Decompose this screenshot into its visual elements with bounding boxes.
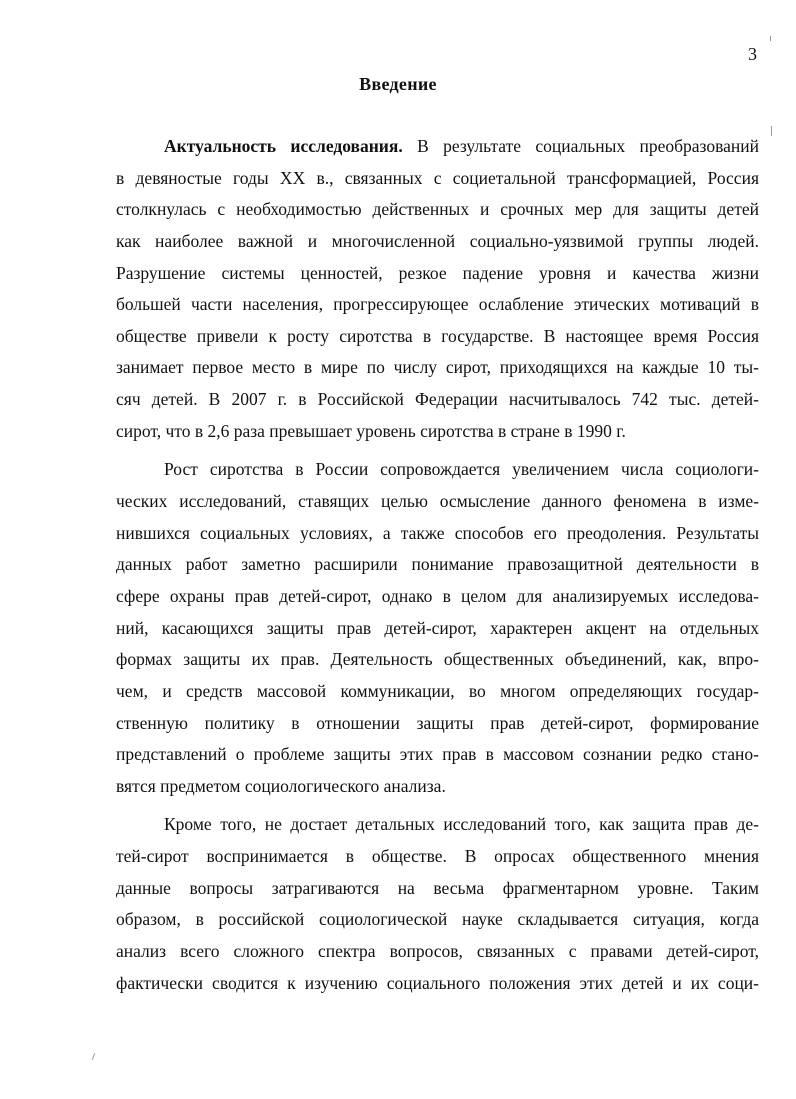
paragraph-line: анализ всего сложного спектра вопросов, связанных с правами детей-сирот, <box>116 941 759 962</box>
scan-mark-right <box>771 126 772 136</box>
paragraph-line: в девяностые годы XX в., связанных с социетальной трансформацией, Россия <box>116 167 759 188</box>
paragraph-line: представлений о проблеме защиты этих прав в массовом сознании редко стано- <box>116 744 759 765</box>
paragraph-line: столкнулась с необходимостью действенных и срочных мер для защиты детей <box>116 199 759 220</box>
paragraph-1-line-1: В результате социальных преобразований <box>402 136 759 156</box>
paragraph-line: обществе привели к росту сиротства в государстве. В настоящее время Россия <box>116 325 759 346</box>
section-title: Введение <box>359 74 437 94</box>
scan-mark-top-right <box>770 36 771 41</box>
scan-mark-bottom-left <box>92 1053 95 1060</box>
paragraph-line: вятся предметом социологического анализа. <box>116 775 446 796</box>
paragraph-line: данные вопросы затрагиваются на весьма фрагментарном уровне. Таким <box>116 877 759 898</box>
page-number: 3 <box>748 44 757 64</box>
paragraph-line: фактически сводится к изучению социального положения этих детей и их соци- <box>116 972 759 993</box>
lead-heading: Актуальность исследования. <box>164 136 403 156</box>
paragraph-line: Кроме того, не достает детальных исследований того, как защита прав де- <box>164 814 759 835</box>
paragraph-line: данных работ заметно расширили понимание правозащитной деятельности в <box>116 554 759 575</box>
paragraph-gap <box>116 447 759 454</box>
paragraph-line: как наиболее важной и многочисленной социально-уязвимой группы людей. <box>116 230 759 251</box>
paragraph-line <box>116 131 759 163</box>
paragraph-line: Разрушение системы ценностей, резкое падение уровня и качества жизни <box>116 262 759 283</box>
paragraph-line: занимает первое место в мире по числу сирот, приходящихся на каждые 10 ты- <box>116 357 759 378</box>
paragraph-line: образом, в российской социологической науке складывается ситуация, когда <box>116 909 759 930</box>
paragraph-gap <box>116 802 759 809</box>
paragraph-line: ственную политику в отношении защиты прав детей-сирот, формирование <box>116 712 759 733</box>
paragraph-line: Рост сиротства в России сопровождается увеличением числа социологи- <box>164 459 759 480</box>
paragraph-line: ческих исследований, ставящих целью осмысление данного феномена в изме- <box>116 491 759 512</box>
paragraph-line: ний, касающихся защиты прав детей-сирот, характерен акцент на отдельных <box>116 617 759 638</box>
body-text <box>116 131 759 999</box>
paragraph-line: сфере охраны прав детей-сирот, однако в целом для анализируемых исследова- <box>116 585 759 606</box>
paragraph-line: нившихся социальных условиях, а также способов его преодоления. Результаты <box>116 522 759 543</box>
paragraph-line: сирот, что в 2,6 раза превышает уровень сиротства в стране в 1990 г. <box>116 420 626 441</box>
paragraph-line: большей части населения, прогрессирующее ослабление этических мотиваций в <box>116 294 759 315</box>
paragraph-line: тей-сирот воспринимается в обществе. В опросах общественного мнения <box>116 846 759 867</box>
paragraph-line: сяч детей. В 2007 г. в Российской Федерации насчитывалось 742 тыс. детей- <box>116 389 759 410</box>
paragraph-line: чем, и средств массовой коммуникации, во многом определяющих государ- <box>116 680 759 701</box>
paragraph-line: формах защиты их прав. Деятельность общественных объединений, как, впро- <box>116 649 759 670</box>
